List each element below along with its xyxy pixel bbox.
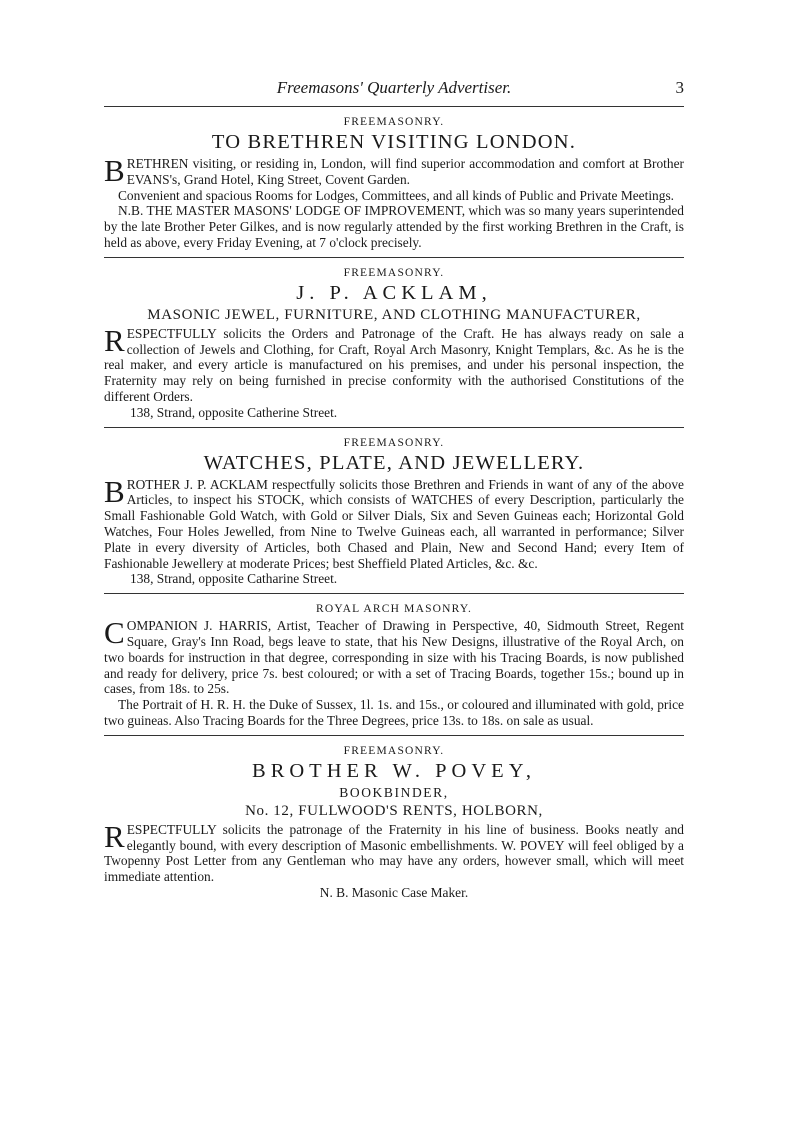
ad-address: 138, Strand, opposite Catharine Street. [130,571,338,587]
ad-kicker: FREEMASONRY. [343,436,445,449]
drop-cap: C [104,615,125,651]
ad-kicker: FREEMASONRY. [343,116,445,128]
drop-cap: R [104,322,125,358]
ad-evans-hotel [104,107,684,251]
page-number: 3 [675,78,684,97]
ad-paragraph [104,615,684,697]
drop-cap: B [104,153,125,188]
ad-paragraph [104,153,684,188]
ad-subline: BOOKBINDER, [339,784,449,800]
running-title: Freemasons' Quarterly Advertiser. [276,78,512,97]
ad-paragraph: The Portrait of H. R. H. the Duke of Sussex, 1l. 1s. and 15s., or coloured and illuminated with gold, price two guineas. Also Tracing Boards for the Three Degrees, price 13s. to 18s. on sale as usual. [104,697,684,728]
ad-acklam-watches [104,428,684,588]
ad-address: 138, Strand, opposite Catherine Street. [130,404,338,420]
drop-cap: R [104,818,125,854]
ad-headline: J. P. ACKLAM, [296,281,492,304]
ad-paragraph [104,322,684,405]
ad-kicker: FREEMASONRY. [343,744,445,757]
ad-text: ESPECTFULLY solicits the Orders and Patronage of the Craft. He has always ready on sale a collection of Jewels and Clothing, for Craft, Royal Arch Masonry, Knight Templars, &c. As he is the real maker, and every article is manufactured on his premises, and under his personal inspection, the Fraternity may rely on being furnished in precise conformity with the authorised Constitutions of the different Orders. [104,325,684,404]
ad-paragraph: N.B. THE MASTER MASONS' LODGE OF IMPROVEMENT, which was so many years superintended by the late Brother Peter Gilkes, and is now regularly attended by the first working Brethren in the Craft, is held as above, every Friday Evening, at 7 o'clock precisely. [104,203,684,250]
ad-headline: BROTHER W. POVEY, [252,759,536,782]
ad-subline: MASONIC JEWEL, FURNITURE, AND CLOTHING MANUFACTURER, [147,306,641,323]
ad-paragraph [104,818,684,885]
ad-harris-royal-arch [104,594,684,729]
ad-text: OMPANION J. HARRIS, Artist, Teacher of Drawing in Perspective, 40, Sidmouth Street, Regent Square, Gray's Inn Road, begs leave to state, that his New Designs, illustrative of the Royal Arch, on two boards for instruction in that degree, corresponding in size with his Tracing Boards, is now published and ready for delivery, price 7s. best coloured; or with a set of Tracing Boards, together 15s.; bound up in cases, from 18s. to 25s. [104,618,684,697]
ad-address-line: No. 12, FULLWOOD'S RENTS, HOLBORN, [245,802,543,819]
advertiser-page [104,78,684,901]
ad-acklam-manufacturer [104,258,684,421]
ad-text: ROTHER J. P. ACKLAM respectfully solicits those Brethren and Friends in want of any of the above Articles, to inspect his STOCK, which consists of WATCHES of every Description, particularly the Small Fashionable Gold Watch, with Gold or Silver Dials, Six and Seven Guineas each; Horizontal Gold Watches, Four Holes Jewelled, from Nine to Twelve Guineas each, all warranted in performance; Silver Plate in every diversity of Articles, both Chased and Plain, New and Second Hand; every Item of Fashionable Jewellery at moderate Prices; best Sheffield Plated Articles, &c. &c. [104,476,684,571]
ad-text: ESPECTFULLY solicits the patronage of the Fraternity in his line of business. Books neatly and elegantly bound, with every description of Masonic embellishments. W. POVEY will feel obliged by a Twopenny Post Letter from any Gentleman who may have any orders, however small, which will meet immediate attention. [104,821,684,885]
ad-paragraph [104,473,684,572]
ad-headline: TO BRETHREN VISITING LONDON. [211,131,577,153]
ad-headline: WATCHES, PLATE, AND JEWELLERY. [203,451,585,474]
drop-cap: B [104,473,125,509]
ad-note: N. B. Masonic Case Maker. [319,884,469,900]
running-head [104,78,684,100]
ad-text: RETHREN visiting, or residing in, London, will find superior accommodation and comfort at Brother EVANS's, Grand Hotel, King Street, Covent Garden. [126,156,684,187]
ad-povey-bookbinder [104,736,684,901]
ad-paragraph: Convenient and spacious Rooms for Lodges, Committees, and all kinds of Public and Private Meetings. [118,187,675,203]
ad-kicker: ROYAL ARCH MASONRY. [315,603,473,616]
ad-kicker: FREEMASONRY. [343,266,445,279]
